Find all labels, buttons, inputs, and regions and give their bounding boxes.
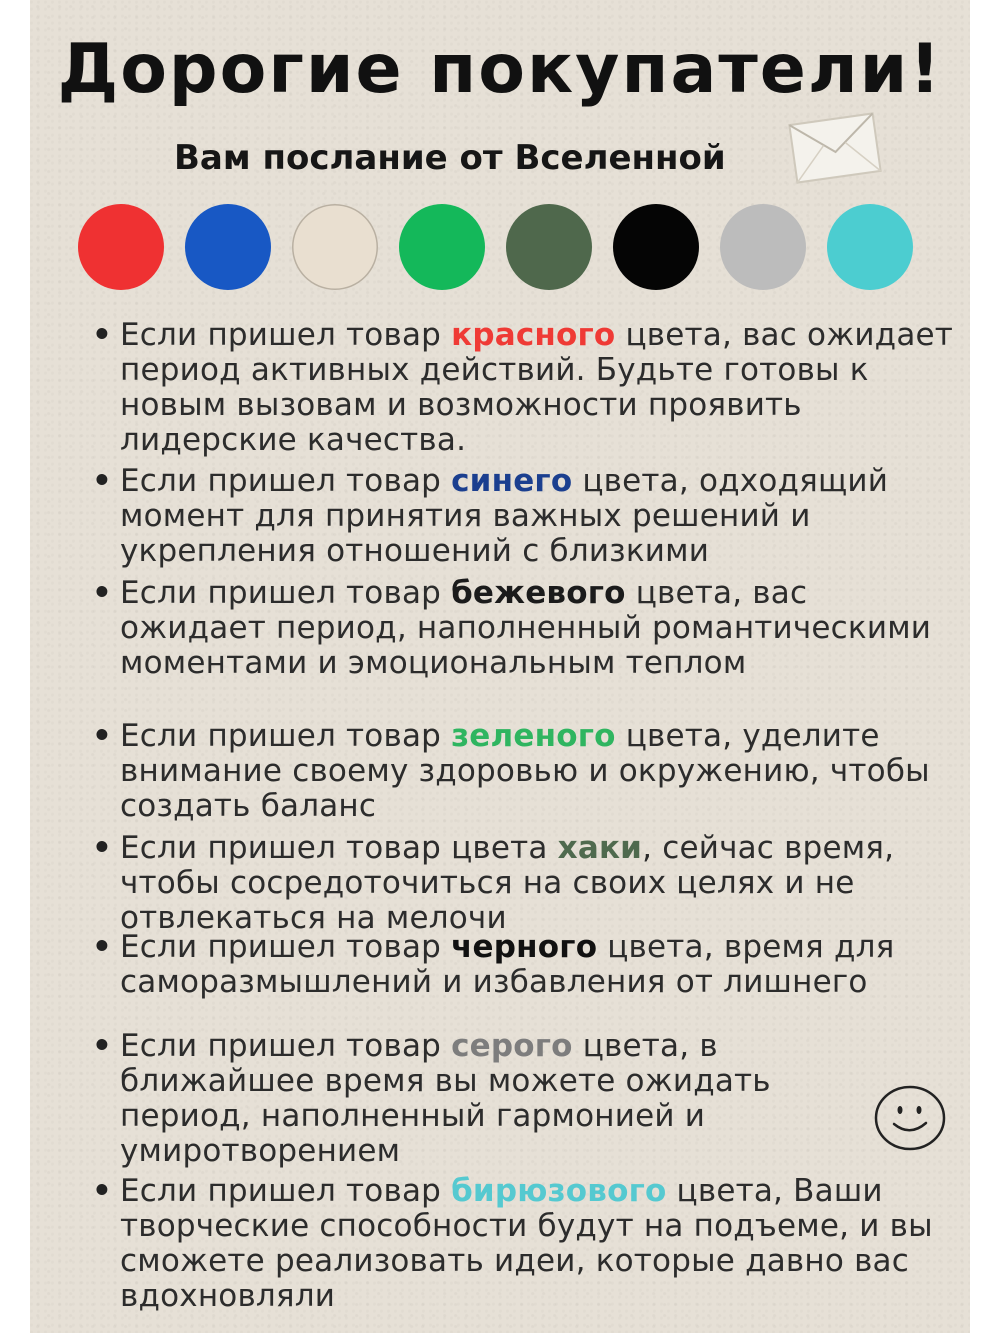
color-swatch (613, 204, 699, 290)
color-keyword: бирюзового (451, 1173, 667, 1209)
item-text: Если пришел товар (120, 317, 452, 353)
color-swatch (292, 204, 378, 290)
item-text: Если пришел товар (120, 575, 452, 611)
list-item (92, 830, 960, 936)
list-item (92, 1173, 960, 1314)
message-card (30, 0, 970, 1333)
item-text: Если пришел товар (120, 929, 452, 965)
list-item (92, 929, 960, 1000)
list-item (92, 1028, 840, 1169)
smiley-face-icon (872, 1083, 948, 1153)
item-text: цвета, вас ожидает период активных действий. Будьте готовы к новым вызовам и возможности проявить лидерские качества. (120, 317, 954, 458)
item-text: , сейчас время, чтобы сосредоточиться на своих целях и не отвлекаться на мелочи (120, 830, 895, 936)
bullet-icon: • (92, 1173, 113, 1209)
list-item (92, 718, 960, 824)
color-keyword: серого (451, 1028, 573, 1064)
list-item (92, 463, 960, 569)
item-text: цвета, вас ожидает период, наполненный романтическими моментами и эмоциональным теплом (120, 575, 932, 681)
color-swatch (78, 204, 164, 290)
item-text: Если пришел товар (120, 463, 452, 499)
item-text: цвета, одходящий момент для принятия важных решений и укрепления отношений с близкими (120, 463, 889, 569)
item-text: Если пришел товар (120, 718, 452, 754)
color-keyword: красного (451, 317, 616, 353)
color-keyword: зеленого (451, 718, 616, 754)
item-text: цвета, время для саморазмышлений и избавления от лишнего (120, 929, 895, 1000)
bullet-icon: • (92, 830, 113, 866)
item-text: цвета, уделите внимание своему здоровью и окружению, чтобы создать баланс (120, 718, 930, 824)
item-text: цвета, Ваши творческие способности будут на подъеме, и вы сможете реализовать идеи, которые давно вас вдохновляли (120, 1173, 933, 1314)
item-text: Если пришел товар цвета (120, 830, 558, 866)
list-item (92, 575, 960, 681)
subtitle: Вам послание от Вселенной (174, 138, 726, 178)
color-swatch (720, 204, 806, 290)
item-text: цвета, в ближайшее время вы можете ожидать период, наполненный гармонией и умиротворением (120, 1028, 771, 1169)
color-keyword: черного (451, 929, 598, 965)
color-swatch (506, 204, 592, 290)
bullet-icon: • (92, 317, 113, 353)
list-item (92, 317, 960, 458)
color-keyword: хаки (557, 830, 643, 866)
bullet-icon: • (92, 1028, 113, 1064)
color-keyword: синего (451, 463, 573, 499)
bullet-icon: • (92, 718, 113, 754)
item-text: Если пришел товар (120, 1173, 452, 1209)
color-swatches (78, 204, 918, 294)
bullet-icon: • (92, 929, 113, 965)
bullet-icon: • (92, 575, 113, 611)
page-title: Дорогие покупатели! (57, 30, 943, 109)
color-swatch (827, 204, 913, 290)
envelope-icon (786, 110, 884, 186)
item-text: Если пришел товар (120, 1028, 452, 1064)
color-swatch (185, 204, 271, 290)
bullet-icon: • (92, 463, 113, 499)
color-swatch (399, 204, 485, 290)
color-keyword: бежевого (451, 575, 626, 611)
